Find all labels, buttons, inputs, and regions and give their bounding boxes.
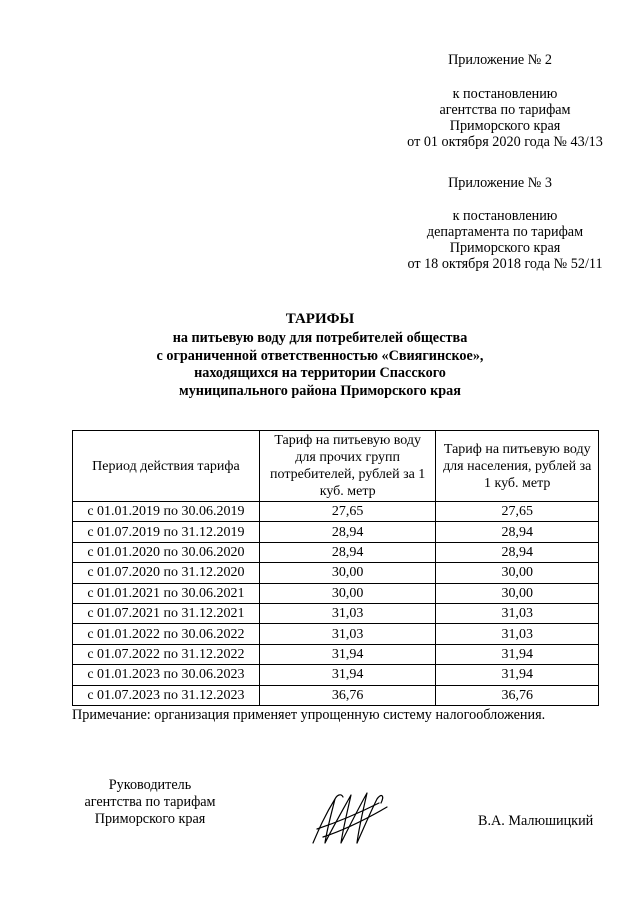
cell-tariff-population: 28,94 — [436, 542, 599, 562]
appendix-1-title: Приложение № 2 — [448, 52, 552, 68]
cell-tariff-population: 27,65 — [436, 502, 599, 522]
appendix-2-title: Приложение № 3 — [448, 175, 552, 191]
subtitle-line: находящихся на территории Спасского — [194, 365, 446, 381]
signatory-name: В.А. Малюшицкий — [478, 813, 594, 829]
cell-tariff-other: 36,76 — [259, 685, 436, 705]
document-subtitle — [70, 330, 570, 400]
appendix-1-line: агентства по тарифам — [439, 102, 571, 118]
table-row — [73, 665, 599, 685]
signatory-line: Приморского края — [94, 811, 206, 827]
appendix-1-line: Приморского края — [449, 118, 561, 134]
table-row — [73, 563, 599, 583]
cell-tariff-other: 27,65 — [259, 502, 436, 522]
cell-tariff-other: 28,94 — [259, 522, 436, 542]
tariffs-table — [72, 430, 599, 706]
cell-tariff-population: 30,00 — [436, 583, 599, 603]
signatory-line: агентства по тарифам — [84, 794, 216, 810]
table-row — [73, 624, 599, 644]
cell-tariff-other: 31,94 — [259, 644, 436, 664]
header-tariff-other: Тариф на питьевую воду для прочих групп потребителей, рублей за 1 куб. метр — [259, 431, 436, 502]
cell-tariff-other: 31,03 — [259, 624, 436, 644]
cell-tariff-population: 31,03 — [436, 603, 599, 623]
table-row — [73, 603, 599, 623]
subtitle-line: на питьевую воду для потребителей общества — [172, 330, 468, 346]
note: Примечание: организация применяет упрощенную систему налогообложения. — [72, 707, 546, 723]
appendix-2-line: Приморского края — [449, 240, 561, 256]
cell-period: с 01.01.2022 по 30.06.2022 — [73, 624, 260, 644]
cell-period: с 01.07.2023 по 31.12.2023 — [73, 685, 260, 705]
cell-tariff-population: 31,94 — [436, 665, 599, 685]
appendix-2-line: от 18 октября 2018 года № 52/11 — [407, 256, 603, 272]
cell-period: с 01.07.2020 по 31.12.2020 — [73, 563, 260, 583]
cell-period: с 01.07.2021 по 31.12.2021 — [73, 603, 260, 623]
cell-period: с 01.01.2023 по 30.06.2023 — [73, 665, 260, 685]
cell-tariff-population: 36,76 — [436, 685, 599, 705]
cell-tariff-population: 28,94 — [436, 522, 599, 542]
cell-tariff-population: 30,00 — [436, 563, 599, 583]
table-row — [73, 542, 599, 562]
handwritten-signature — [305, 785, 395, 855]
appendix-1-line: к постановлению — [452, 86, 558, 102]
subtitle-line: муниципального района Приморского края — [179, 382, 461, 399]
cell-tariff-other: 30,00 — [259, 583, 436, 603]
appendix-1-line: от 01 октября 2020 года № 43/13 — [407, 134, 603, 150]
appendix-2-line: департамента по тарифам — [426, 224, 584, 240]
subtitle-line: с ограниченной ответственностью «Свиягинское», — [156, 347, 484, 364]
signatory-line: Руководитель — [108, 777, 192, 793]
cell-tariff-population: 31,03 — [436, 624, 599, 644]
table-row — [73, 685, 599, 705]
header-tariff-population: Тариф на питьевую воду для населения, рублей за 1 куб. метр — [436, 431, 599, 502]
table-row — [73, 522, 599, 542]
cell-tariff-other: 30,00 — [259, 563, 436, 583]
cell-tariff-other: 31,03 — [259, 603, 436, 623]
table-row — [73, 644, 599, 664]
cell-period: с 01.07.2022 по 31.12.2022 — [73, 644, 260, 664]
table-row — [73, 502, 599, 522]
table-row — [73, 583, 599, 603]
appendix-2-reference — [385, 208, 625, 272]
cell-period: с 01.01.2019 по 30.06.2019 — [73, 502, 260, 522]
cell-period: с 01.01.2020 по 30.06.2020 — [73, 542, 260, 562]
table-body — [73, 502, 599, 706]
table-header-row — [73, 431, 599, 502]
appendix-2-line: к постановлению — [452, 208, 558, 224]
appendix-1-reference — [385, 86, 625, 150]
document-title: ТАРИФЫ — [285, 311, 355, 327]
cell-tariff-population: 31,94 — [436, 644, 599, 664]
cell-period: с 01.07.2019 по 31.12.2019 — [73, 522, 260, 542]
cell-tariff-other: 31,94 — [259, 665, 436, 685]
signatory-position — [60, 777, 240, 828]
cell-period: с 01.01.2021 по 30.06.2021 — [73, 583, 260, 603]
header-period: Период действия тарифа — [73, 431, 260, 502]
cell-tariff-other: 28,94 — [259, 542, 436, 562]
